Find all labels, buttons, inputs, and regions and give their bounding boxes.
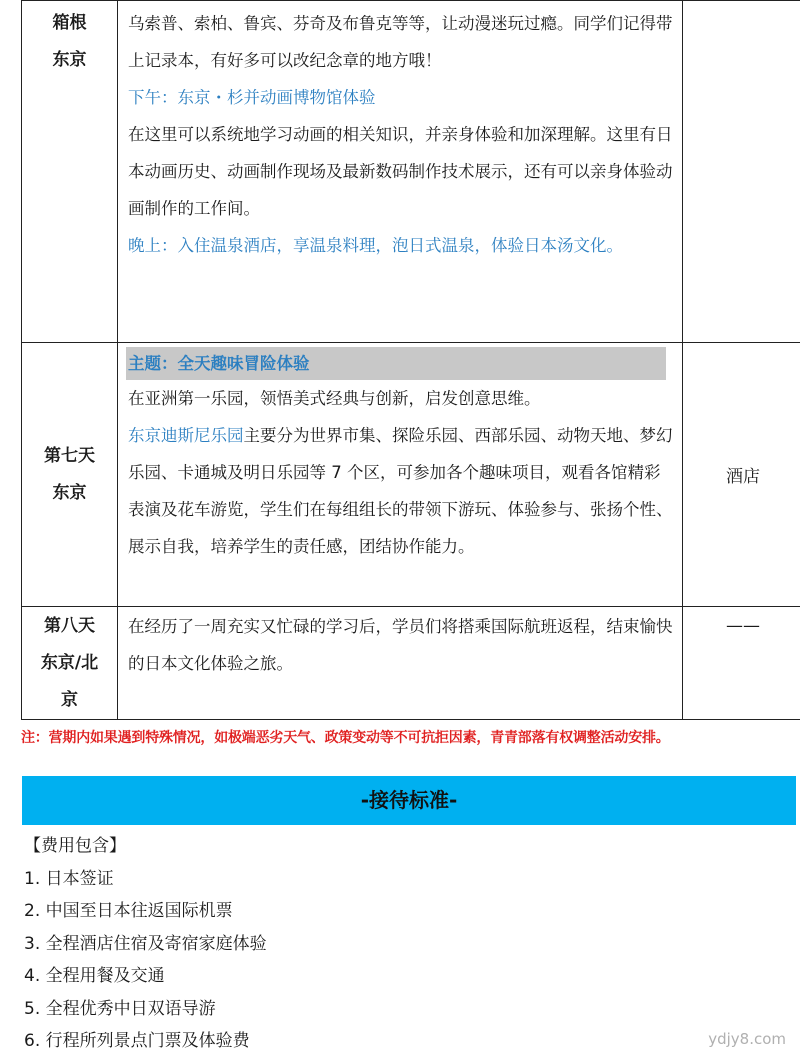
day-label-line: 第七天 (44, 445, 95, 466)
list-item: 5. 全程优秀中日双语导游 (24, 998, 216, 1019)
itinerary-table (21, 0, 800, 720)
list-item: 2. 中国至日本往返国际机票 (24, 901, 233, 921)
description-paragraph: 在亚洲第一乐园，领悟美式经典与创新，启发创意思维。 (128, 389, 541, 408)
day-cell (22, 1, 118, 343)
description-paragraph: 在经历了一周充实又忙碌的学习后，学员们将搭乘国际航班返程，结束愉快的日本文化体验之旅。 (128, 617, 673, 673)
description-paragraph (128, 417, 673, 565)
day-cell (22, 607, 118, 720)
list-item: 1. 日本签证 (24, 868, 114, 889)
fees-heading: 【费用包含】 (24, 836, 126, 856)
description-cell (118, 607, 683, 720)
description-paragraph: 乌索普、索柏、鲁宾、芬奇及布鲁克等等，让动漫迷玩过瘾。同学们记得带上记录本，有好多可以改纪念章的地方哦！ (128, 14, 673, 70)
theme-heading: 主题：全天趣味冒险体验 (126, 347, 666, 380)
table-row (22, 1, 800, 343)
park-name: 东京迪斯尼乐园 (128, 426, 244, 445)
table-row (22, 343, 800, 607)
notice-text: 注：营期内如果遇到特殊情况，如极端恶劣天气、政策变动等不可抗拒因素，青青部落有权调整活动安排。 (21, 730, 670, 746)
afternoon-activity: 下午：东京・杉并动画博物馆体验 (128, 88, 376, 107)
day-label-line: 东京 (52, 482, 87, 503)
park-description: 主要分为世界市集、探险乐园、西部乐园、动物天地、梦幻乐园、卡通城及明日乐园等 7 个区，可参加各个趣味项目，观看各馆精彩表演及花车游览，学生们在每组组长的带领下游玩、体验参与、张扬个性、展示自我，培养学生的责任感，团结协作能力。 (128, 426, 673, 556)
hotel-cell: 酒店 (683, 343, 800, 607)
hotel-cell (683, 1, 800, 343)
hotel-cell: —— (683, 607, 800, 720)
day-cell (22, 343, 118, 607)
day-label-line: 东京/北 (40, 653, 99, 673)
day-label-line: 京 (61, 690, 78, 710)
table-row (22, 607, 800, 720)
description-paragraph: 在这里可以系统地学习动画的相关知识，并亲身体验和加深理解。这里有日本动画历史、动画制作现场及最新数码制作技术展示，还有可以亲身体验动画制作的工作间。 (128, 125, 673, 218)
list-item: 6. 行程所列景点门票及体验费 (24, 1031, 250, 1051)
description-cell (118, 343, 683, 607)
day-label-line: 箱根 (52, 13, 87, 33)
day-label-line: 第八天 (44, 616, 95, 636)
list-item: 4. 全程用餐及交通 (24, 966, 165, 986)
section-banner: -接待标准- (22, 776, 796, 825)
watermark: ydjy8.com (708, 1030, 786, 1048)
list-item: 3. 全程酒店住宿及寄宿家庭体验 (24, 933, 267, 954)
evening-activity: 晚上：入住温泉酒店，享温泉料理，泡日式温泉，体验日本汤文化。 (128, 236, 623, 255)
fees-list (24, 830, 267, 1058)
day-label-line: 东京 (52, 50, 87, 70)
description-cell (118, 1, 683, 343)
